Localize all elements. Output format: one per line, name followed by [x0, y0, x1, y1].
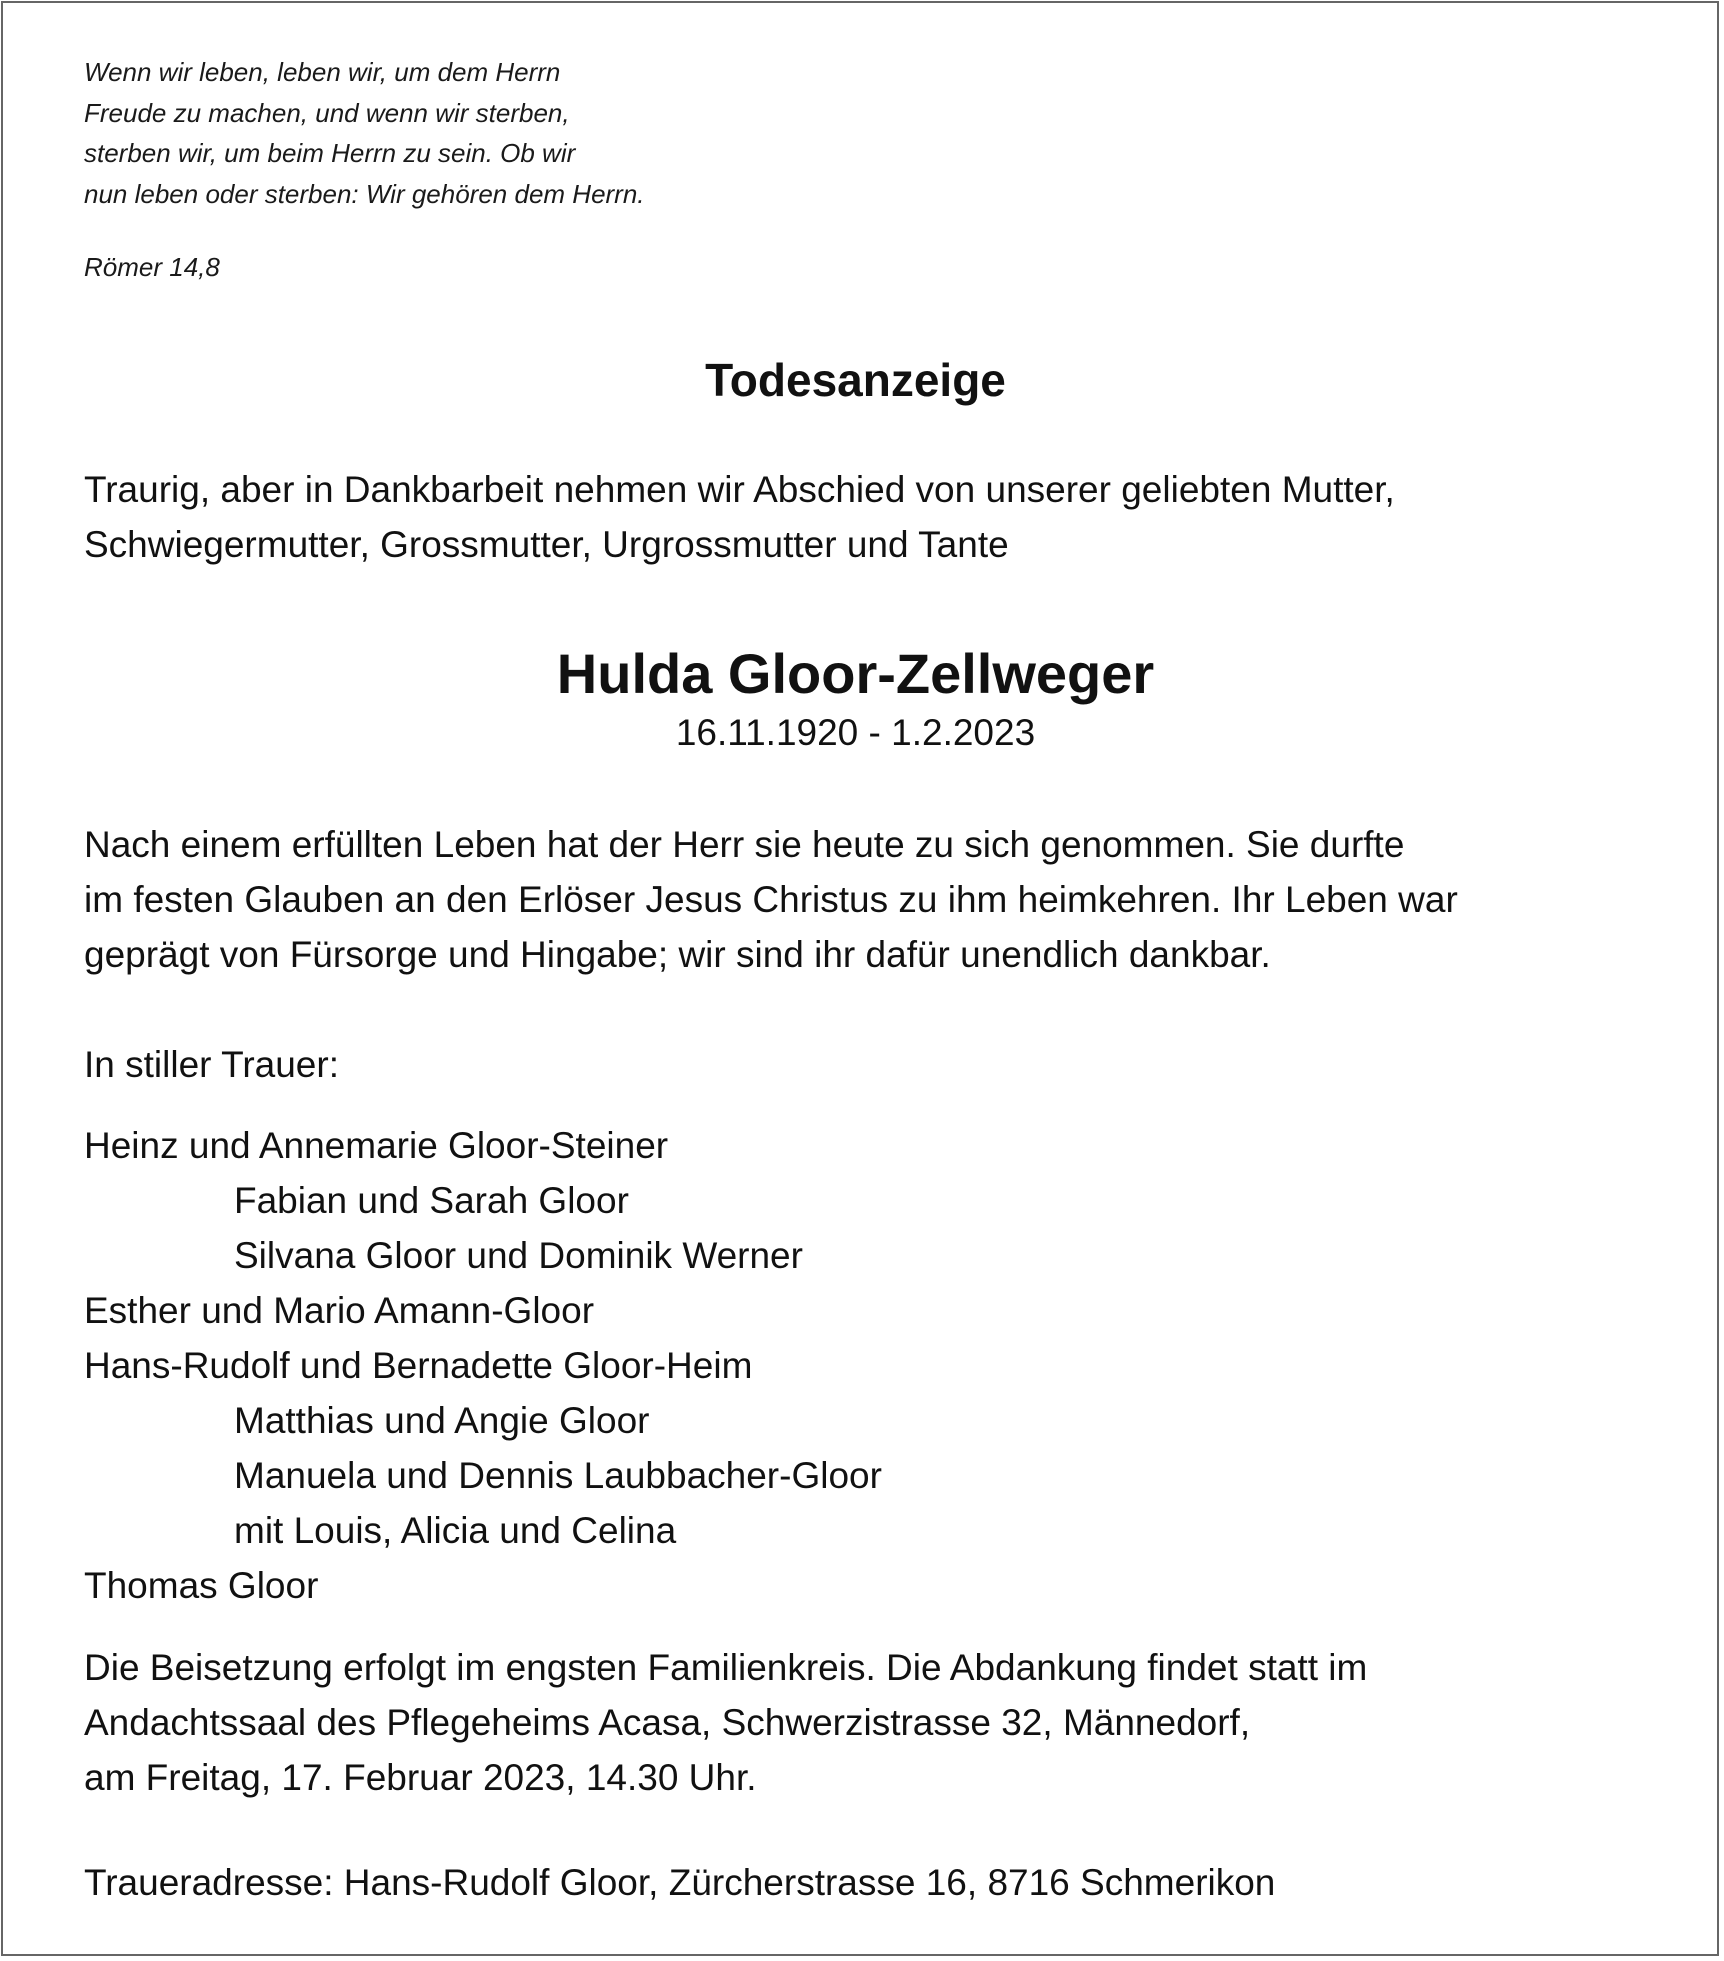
mourner-entry: Fabian und Sarah Gloor [234, 1180, 629, 1221]
tribute-line: geprägt von Fürsorge und Hingabe; wir sind ihr dafür unendlich dankbar. [84, 934, 1271, 975]
funeral-line: am Freitag, 17. Februar 2023, 14.30 Uhr. [84, 1757, 757, 1798]
intro-line: Schwiegermutter, Grossmutter, Urgrossmutter und Tante [84, 524, 1009, 565]
mourner-entry: Silvana Gloor und Dominik Werner [234, 1235, 803, 1276]
mourning-label: In stiller Trauer: [84, 1044, 339, 1085]
funeral-line: Andachtssaal des Pflegeheims Acasa, Schwerzistrasse 32, Männedorf, [84, 1702, 1251, 1743]
verse-line: Wenn wir leben, leben wir, um dem Herrn [84, 57, 561, 87]
tribute-paragraph [84, 817, 1458, 982]
verse-reference: Römer 14,8 [84, 252, 220, 282]
mourner-entry: Hans-Rudolf und Bernadette Gloor-Heim [84, 1345, 753, 1386]
condolence-address: Traueradresse: Hans-Rudolf Gloor, Zürcherstrasse 16, 8716 Schmerikon [84, 1862, 1276, 1903]
mourner-entry: Esther und Mario Amann-Gloor [84, 1290, 595, 1331]
life-dates: 16.11.1920 - 1.2.2023 [675, 712, 1036, 753]
tribute-line: im festen Glauben an den Erlöser Jesus Christus zu ihm heimkehren. Ihr Leben war [84, 879, 1458, 920]
deceased-name: Hulda Gloor-Zellweger [556, 642, 1155, 705]
bible-verse [84, 52, 645, 214]
tribute-line: Nach einem erfüllten Leben hat der Herr sie heute zu sich genommen. Sie durfte [84, 824, 1405, 865]
mourner-entry: mit Louis, Alicia und Celina [234, 1510, 677, 1551]
intro-line: Traurig, aber in Dankbarbeit nehmen wir Abschied von unserer geliebten Mutter, [84, 469, 1395, 510]
mourners-list [84, 1118, 882, 1613]
notice-heading: Todesanzeige [705, 354, 1006, 406]
verse-line: Freude zu machen, und wenn wir sterben, [84, 97, 570, 128]
mourner-entry: Manuela und Dennis Laubbacher-Gloor [234, 1455, 882, 1496]
funeral-details [84, 1640, 1367, 1805]
mourner-entry: Thomas Gloor [84, 1565, 319, 1606]
verse-line: nun leben oder sterben: Wir gehören dem Herrn. [84, 178, 645, 209]
mourner-entry: Matthias und Angie Gloor [234, 1400, 650, 1441]
funeral-line: Die Beisetzung erfolgt im engsten Familienkreis. Die Abdankung findet statt im [84, 1647, 1368, 1688]
mourner-entry: Heinz und Annemarie Gloor-Steiner [84, 1125, 669, 1166]
intro-paragraph [84, 462, 1395, 572]
verse-line: sterben wir, um beim Herrn zu sein. Ob wir [84, 138, 576, 168]
